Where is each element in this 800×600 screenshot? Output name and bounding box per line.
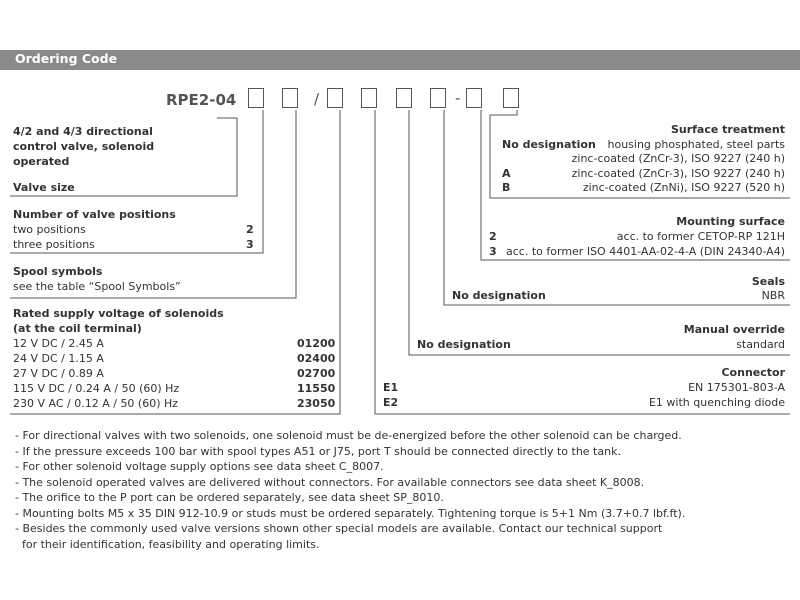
- voltage-item-code: 23050: [297, 397, 336, 410]
- note-item: for their identification, feasibility and operating limits.: [15, 537, 320, 551]
- mounting-item-text: acc. to former ISO 4401-AA-02-4-A (DIN 24340-A4): [506, 245, 785, 258]
- voltage-item-code: 01200: [297, 337, 336, 350]
- voltage-title: Rated supply voltage of solenoids: [13, 307, 224, 320]
- manual-text: standard: [736, 338, 785, 351]
- note-item: - If the pressure exceeds 100 bar with spool types A51 or J75, port T should be connected directly to the tank.: [15, 444, 621, 458]
- code-slash: /: [314, 90, 320, 108]
- code-prefix: RPE2-04: [166, 91, 237, 109]
- seals-title: Seals: [751, 275, 785, 288]
- notes-list: [15, 428, 685, 552]
- note-item: - The orifice to the P port can be ordered separately, see data sheet SP_8010.: [15, 491, 444, 504]
- connector-item-text: E1 with quenching diode: [648, 396, 785, 409]
- surface-item-text: zinc-coated (ZnCr-3), ISO 9227 (240 h): [571, 167, 785, 180]
- voltage-item-code: 11550: [297, 382, 336, 395]
- surface-item-text: zinc-coated (ZnNi), ISO 9227 (520 h): [582, 181, 785, 194]
- voltage-item-label: 115 V DC / 0.24 A / 50 (60) Hz: [13, 382, 180, 395]
- connector-item-code: E1: [383, 381, 399, 394]
- positions-title: Number of valve positions: [13, 208, 176, 221]
- note-item: - For directional valves with two solenoids, one solenoid must be de-energized before the other solenoid can be charged.: [15, 429, 682, 442]
- connector-item-code: E2: [383, 396, 399, 409]
- section-title: Ordering Code: [15, 51, 118, 66]
- code-dash: -: [455, 89, 461, 107]
- valve-type-line3: operated: [13, 155, 70, 168]
- voltage-item-label: 230 V AC / 0.12 A / 50 (60) Hz: [13, 397, 179, 410]
- valve-type-line2: control valve, solenoid: [13, 140, 155, 153]
- positions-item-code: 3: [246, 238, 254, 251]
- valve-type-line1: 4/2 and 4/3 directional: [13, 125, 153, 138]
- surface-item-code: No designation: [502, 138, 596, 151]
- voltage-item-label: 24 V DC / 1.15 A: [13, 352, 104, 365]
- note-item: - Besides the commonly used valve versions shown other special models are available. Contact our technical support: [15, 522, 663, 535]
- voltage-item-label: 12 V DC / 2.45 A: [13, 337, 104, 350]
- spool-title: Spool symbols: [13, 265, 103, 278]
- surface-item-text: housing phosphated, steel parts: [607, 138, 785, 151]
- mounting-item-text: acc. to former CETOP-RP 121H: [616, 230, 785, 243]
- connector-item-text: EN 175301-803-A: [688, 381, 785, 394]
- voltage-item-code: 02700: [297, 367, 336, 380]
- spool-note: see the table “Spool Symbols”: [13, 280, 181, 293]
- note-item: - For other solenoid voltage supply options see data sheet C_8007.: [15, 460, 384, 473]
- manual-title: Manual override: [683, 323, 785, 336]
- mounting-title: Mounting surface: [676, 215, 785, 228]
- note-item: - Mounting bolts M5 x 35 DIN 912-10.9 or studs must be ordered separately. Tightening torque is 5+1 Nm (3.7+0.7 lbf.ft).: [15, 506, 686, 520]
- positions-item-code: 2: [246, 223, 254, 236]
- voltage-subtitle: (at the coil terminal): [13, 322, 142, 335]
- voltage-item-label: 27 V DC / 0.89 A: [13, 367, 104, 380]
- seals-code: No designation: [452, 289, 546, 302]
- surface-item-code: A: [502, 167, 511, 180]
- valve-size-label: Valve size: [13, 181, 75, 194]
- voltage-item-code: 02400: [297, 352, 336, 365]
- surface-item-code: B: [502, 181, 511, 194]
- mounting-item-code: 2: [489, 230, 497, 243]
- manual-code: No designation: [417, 338, 511, 351]
- note-item: - The solenoid operated valves are delivered without connectors. For available connectors see data sheet K_8008.: [15, 475, 645, 489]
- surface-title: Surface treatment: [670, 123, 785, 136]
- seals-text: NBR: [761, 289, 785, 302]
- connector-title: Connector: [721, 366, 785, 379]
- surface-item-text: zinc-coated (ZnCr-3), ISO 9227 (240 h): [571, 152, 785, 165]
- positions-item-label: two positions: [13, 223, 86, 236]
- positions-item-label: three positions: [13, 238, 95, 251]
- mounting-item-code: 3: [489, 245, 497, 258]
